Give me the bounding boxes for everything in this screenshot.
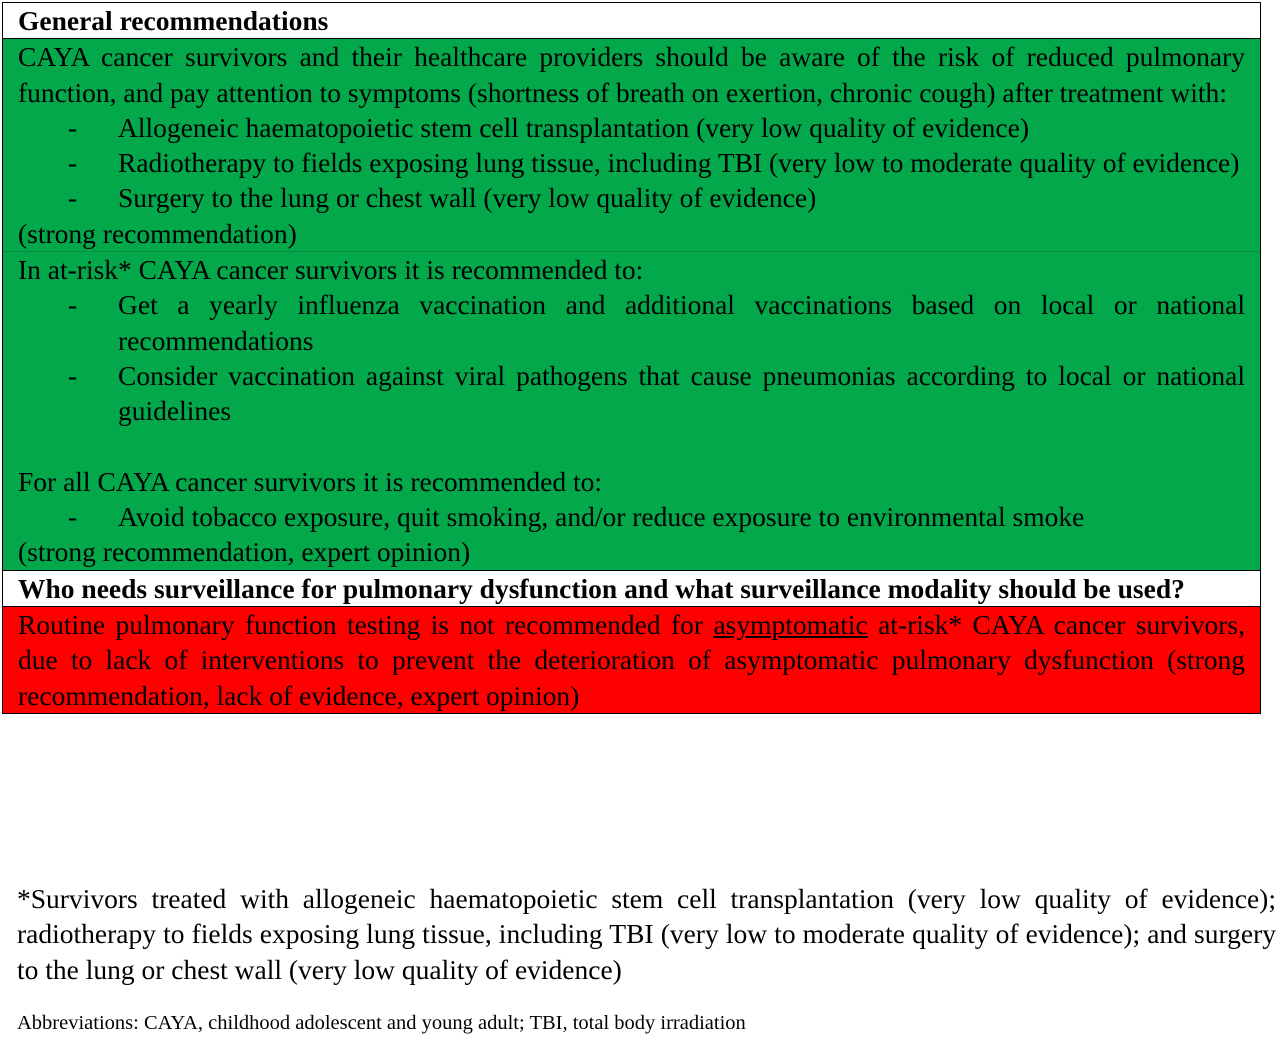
surveillance-recommendation-block bbox=[3, 607, 1260, 713]
asymptomatic-emphasis: asymptomatic bbox=[713, 609, 868, 641]
tobacco-list bbox=[18, 499, 1245, 534]
strength-label: (strong recommendation, expert opinion) bbox=[18, 536, 471, 568]
vaccination-recommendation-block bbox=[3, 252, 1260, 571]
surveillance-recommendation-text: Routine pulmonary function testing is not recommended for asymptomatic at-risk* CAYA cancer survivors, due to lack of interventions to prevent the deterioration of asymptomatic pulmonary dysfunction (strong recommendation, lack of evidence, expert opinion) bbox=[18, 609, 1245, 711]
surveillance-question: Who needs surveillance for pulmonary dysfunction and what surveillance modality should be used? bbox=[18, 572, 1185, 604]
vaccination-list bbox=[18, 287, 1245, 428]
list-item: - Get a yearly influenza vaccination and additional vaccinations based on local or national recommendations bbox=[68, 289, 1245, 356]
list-item: - Consider vaccination against viral pathogens that cause pneumonias according to local or national guidelines bbox=[68, 359, 1245, 427]
at-risk-footnote: *Survivors treated with allogeneic haematopoietic stem cell transplantation (very low quality of evidence); radiotherapy to fields exposing lung tissue, including TBI (very low to moderate quality of evidence); and surgery to the lung or chest wall (very low quality of evidence) bbox=[17, 883, 1276, 985]
treatment-list bbox=[18, 110, 1245, 216]
general-recommendations-header bbox=[3, 3, 1260, 39]
surveillance-header bbox=[3, 571, 1260, 607]
all-survivors-intro: For all CAYA cancer survivors it is recommended to: bbox=[18, 465, 603, 497]
list-item: - Surgery to the lung or chest wall (very low quality of evidence) bbox=[68, 182, 817, 214]
general-recommendations-title: General recommendations bbox=[18, 5, 329, 36]
abbreviations-note: Abbreviations: CAYA, childhood adolescent and young adult; TBI, total body irradiation bbox=[17, 1012, 746, 1034]
list-item: - Avoid tobacco exposure, quit smoking, and/or reduce exposure to environmental smoke bbox=[68, 501, 1085, 533]
at-risk-intro: In at-risk* CAYA cancer survivors it is recommended to: bbox=[18, 254, 644, 286]
awareness-recommendation-block bbox=[3, 39, 1260, 252]
list-item: - Allogeneic haematopoietic stem cell transplantation (very low quality of evidence) bbox=[68, 111, 1029, 143]
recommendations-table bbox=[2, 2, 1261, 714]
list-item: - Radiotherapy to fields exposing lung tissue, including TBI (very low to moderate quality of evidence) bbox=[68, 147, 1240, 179]
spacer bbox=[18, 429, 1245, 464]
strength-label: (strong recommendation) bbox=[18, 217, 297, 249]
awareness-intro: CAYA cancer survivors and their healthcare providers should be aware of the risk of reduced pulmonary function, and pay attention to symptoms (shortness of breath on exertion, chronic cough) after treatment with: bbox=[18, 41, 1245, 108]
